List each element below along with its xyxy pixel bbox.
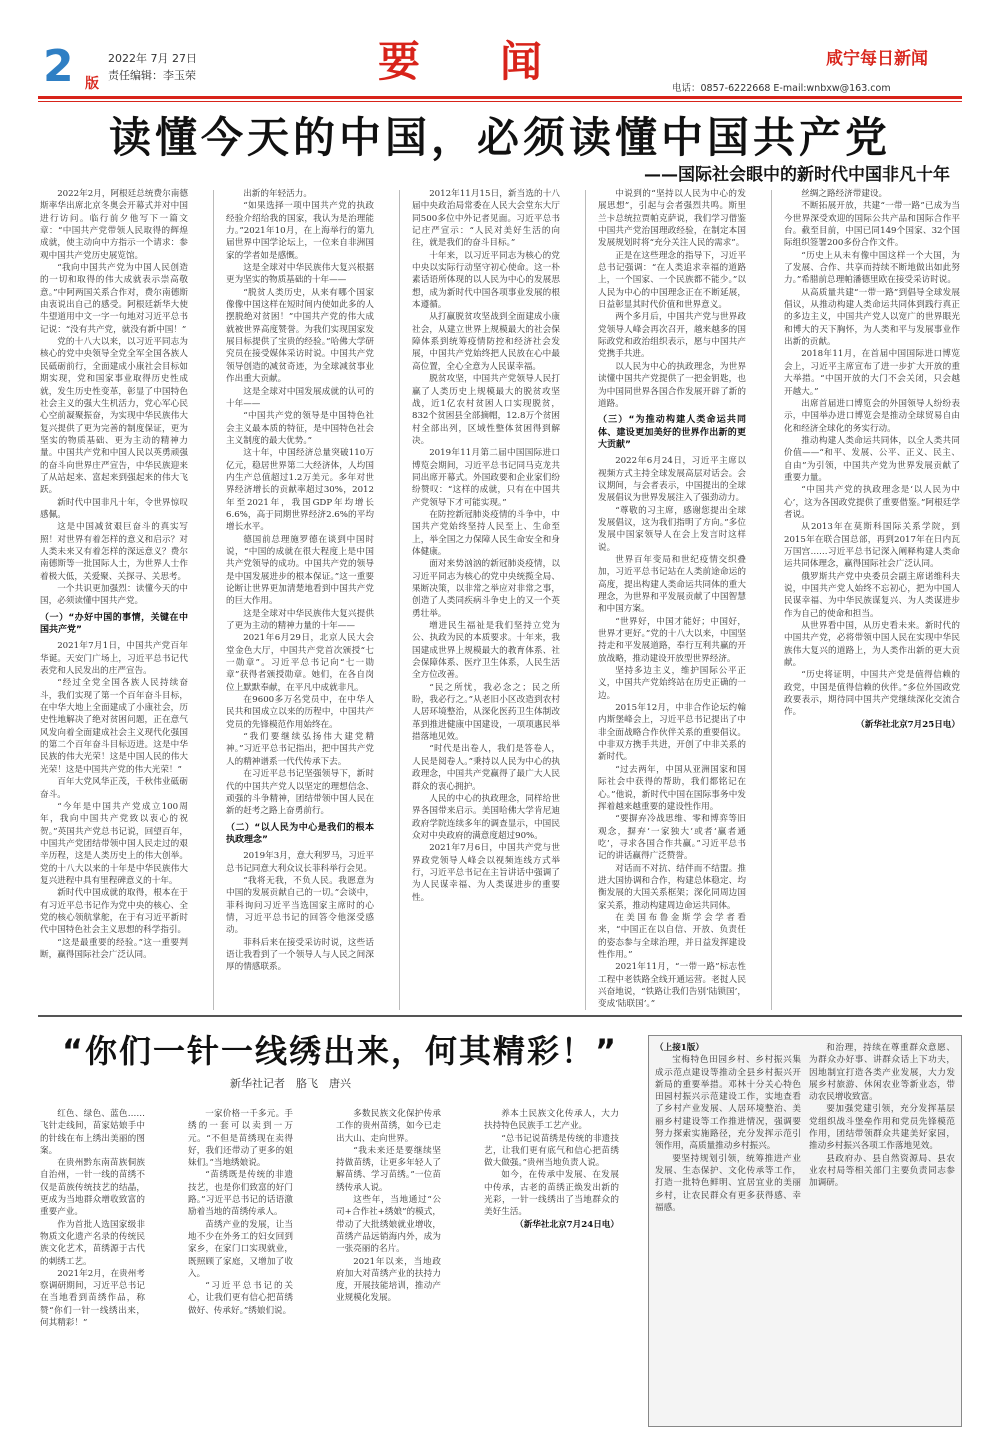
paragraph: “今年是中国共产党成立100周年，我向中国共产党致以衷心的祝贺。”英国共产党总书记说，回望百年，中国共产党团结带领中国人民走过的艰辛历程，这是人类历史上的伟大创举。党的十八大以来的十年是中华民族伟大复兴进程中具有里程碑意义的十年。 <box>40 801 188 886</box>
bottom-column-4 <box>484 1108 619 1428</box>
paragraph: “世界好，中国才能好；中国好，世界才更好。”党的十八大以来，中国坚持走和平发展道路，奉行互利共赢的开放战略，推动建设开放型世界经济。 <box>598 616 746 664</box>
paragraph: 新时代中国成就的取得，根本在于有习近平总书记作为党中央的核心、全党的核心领航掌舵，在于有习近平新时代中国特色社会主义思想的科学指引。 <box>40 888 188 936</box>
bottom-column-3 <box>336 1108 441 1428</box>
paragraph: 要坚持规划引领，统筹推进产业发展、生态保护、文化传承等工作，打造一批特色鲜明、宜居宜业的美丽乡村，让农民群众有更多获得感、幸福感。 <box>655 1153 801 1213</box>
paragraph: 十年来，以习近平同志为核心的党中央以实际行动坚守初心使命。这一朴素话语所体现的以人民为中心的发展思想，成为新时代中国各项事业发展的根本遵循。 <box>412 250 560 311</box>
paragraph: 德国前总理施罗德在谈到中国时说，“中国的成就在很大程度上是中国共产党领导的成功。中国共产党的领导是中国发展进步的根本保证。”这一重要论断让世界更加清楚地看到中国共产党的巨大作用。 <box>226 534 374 607</box>
paragraph: “习近平总书记的关心，让我们更有信心把苗绣做好、传承好。”绣娘们说。 <box>188 1281 293 1316</box>
column-divider <box>399 190 400 1010</box>
paragraph: “历史将证明，中国共产党是值得信赖的政党，中国是值得信赖的伙伴。”多位外国政党政要表示，期待同中国共产党继续深化交流合作。 <box>784 670 960 718</box>
paragraph: “我们要继续弘扬伟大建党精神。”习近平总书记指出，把中国共产党人的精神谱系一代代传承下去。 <box>226 732 374 767</box>
paragraph: 2021年以来，当地政府加大对苗绣产业的扶持力度，开展技能培训，推动产业规模化发展。 <box>336 1256 441 1304</box>
paragraph: 2021年11月，“一带一路”标志性工程中老铁路全线开通运营。老挝人民兴奋地说，“铁路让我们告别‘陆锁国’，变成‘陆联国’。” <box>598 962 746 1010</box>
paragraph: 两个多月后，中国共产党与世界政党领导人峰会再次召开，越来越多的国际政党和政治组织表示，愿与中国共产党携手共进。 <box>598 312 746 360</box>
column-divider <box>585 190 586 1010</box>
paragraph: “这是最重要的经验。”这一重要判断，赢得国际社会广泛认同。 <box>40 937 188 960</box>
paragraph: 俄罗斯共产党中央委员会副主席诺维科夫说，中国共产党人始终不忘初心，把为中国人民谋幸福、为中华民族谋复兴、为人类谋进步作为自己的使命和担当。 <box>784 571 960 619</box>
article-column-5 <box>784 188 960 1010</box>
paragraph: 菲科后来在接受采访时说，这些话语让我看到了一个领导人与人民之间深厚的情感联系。 <box>226 937 374 973</box>
issue-date: 2022年 7月 27日 <box>108 52 197 65</box>
paragraph: 2012年11月15日，新当选的十八届中央政治局常委在人民大会堂东大厅同500多位中外记者见面。习近平总书记庄严宣示：“人民对美好生活的向往，就是我们的奋斗目标。” <box>412 189 560 249</box>
paragraph: “民之所忧，我必念之；民之所盼，我必行之。”从老旧小区改造到农村人居环境整治，从深化医药卫生体制改革到推进健康中国建设，一项项惠民举措落地见效。 <box>412 682 560 743</box>
paragraph: “苗绣既是传统的非遗技艺，也是你们致富的好门路。”习近平总书记的话语激励着当地的苗绣传承人。 <box>188 1170 293 1218</box>
paragraph: 中说到的“坚持以人民为中心的发展思想”，引起与会者强烈共鸣。斯里兰卡总统拉贾帕克萨说，我们学习借鉴中国共产党治国理政经验，在制定本国发展规划时将“充分关注人民的需求”。 <box>598 189 746 249</box>
paragraph: 出新的年轻活力。 <box>243 189 312 199</box>
paragraph: 不断拓展开放，共建“一带一路”已成为当今世界深受欢迎的国际公共产品和国际合作平台。截至目前，中国已同149个国家、32个国际组织签署200多份合作文件。 <box>784 201 960 249</box>
section-divider <box>38 1015 962 1017</box>
paragraph: 这是中国减贫艰巨奋斗的真实写照！对世界有着怎样的意义和启示？对人类未来又有着怎样的深远意义？费尔南德斯等一批国际人士，为世界人士作着极大低，关爱聚、关探寻、关思考。 <box>40 522 188 582</box>
paragraph: 脱贫攻坚，中国共产党领导人民打赢了人类历史上规模最大的脱贫攻坚战，近1亿农村贫困人口实现脱贫，832个贫困县全部摘帽，12.8万个贫困村全部出列，区域性整体贫困得到解决。 <box>412 374 560 446</box>
paragraph: “如果选择一项中国共产党的执政经验介绍给我的国家，我认为是治理能力。”2021年10月，在上海举行的第九届世界中国学论坛上，一位来自非洲国家的学者如是感慨。 <box>226 201 374 261</box>
paragraph: 2021年6月29日，北京人民大会堂金色大厅，中国共产党首次颁授“七一勋章”。习近平总书记向“七一勋章”获得者颁授勋章。她们，在各自岗位上默默奉献，在平凡中成就非凡。 <box>226 633 374 693</box>
continued-story-box <box>648 1035 962 1427</box>
paragraph: 对话而不对抗、结伴而不结盟。推进大国协调和合作，构建总体稳定、均衡发展的大国关系框架；深化同周边国家关系，推动构建周边命运共同体。 <box>598 863 746 911</box>
paragraph: 红色、绿色、蓝色……飞针走线间，苗家姑娘手中的针线在布上绣出美丽的图案。 <box>40 1109 145 1156</box>
paragraph: 以人民为中心的执政理念，为世界读懂中国共产党提供了一把金钥匙，也为中国同世界各国合作发展开辟了新的道路。 <box>598 361 746 409</box>
paragraph: 在贵州黔东南苗族侗族自治州，一针一线的苗绣不仅是苗族传统技艺的结晶，更成为当地群众增收致富的重要产业。 <box>40 1158 145 1218</box>
paragraph: 从世界看中国，从历史看未来。新时代的中国共产党，必将带领中国人民在实现中华民族伟大复兴的道路上，为人类作出新的更大贡献。 <box>784 621 960 669</box>
bottom-column-2 <box>188 1108 293 1428</box>
sidebox-column-2 <box>809 1042 955 1417</box>
paragraph: “我未来还是要继续坚持做苗绣，让更多年轻人了解苗绣、学习苗绣。”一位苗绣传承人说。 <box>336 1145 441 1193</box>
paragraph: 要加强党建引领，充分发挥基层党组织战斗堡垒作用和党员先锋模范作用，团结带领群众共建美好家园，推动乡村振兴各项工作落地见效。 <box>809 1104 955 1152</box>
section-subheading: （二）“以人民为中心是我们的根本执政理念” <box>226 822 374 845</box>
paragraph: 从高质量共建“一带一路”到倡导全球发展倡议，从推动构建人类命运共同体到践行真正的多边主义，中国共产党人以宽广的世界眼光和博大的天下胸怀，为人类和平与发展事业作出新的贡献。 <box>784 287 960 348</box>
paragraph: 世界百年变局和世纪疫情交织叠加，习近平总书记站在人类前途命运的高度，提出构建人类命运共同体的重大理念，为世界和平发展贡献了中国智慧和中国方案。 <box>598 554 746 615</box>
paragraph: “我将无我，不负人民。我愿意为中国的发展贡献自己的一切。”会谈中，菲科询问习近平当选国家主席时的心情，习近平总书记的回答令他深受感动。 <box>226 875 374 936</box>
paragraph: 如今，在传承中发展、在发展中传承，古老的苗绣正焕发出新的光彩，一针一线绣出了当地群众的美好生活。 <box>484 1170 619 1218</box>
paragraph: 新时代中国非凡十年，令世界惊叹感佩。 <box>40 497 188 520</box>
paragraph: 2015年12月，中非合作论坛约翰内斯堡峰会上，习近平总书记提出了中非全面战略合作伙伴关系的重要倡议。中非双方携手共进，开创了中非关系的新时代。 <box>598 703 746 763</box>
paragraph: 2021年7月1日，中国共产党百年华诞。天安门广场上，习近平总书记代表党和人民发出的庄严宣告。 <box>40 641 188 677</box>
bottom-column-1 <box>40 1108 145 1428</box>
section-subheading: （三）“为推动构建人类命运共同体、建设更加美好的世界作出新的更大贡献” <box>598 415 746 450</box>
paragraph: “我向中国共产党为中国人民创造的一切和取得的伟大成就表示崇高敬意。”中阿两国关系合作对，费尔南德斯由衷说出自己的感受。阿根廷新华大使牛望道用中文一字一句地对习近平总书记说：“没有共产党，就没有新中国！” <box>40 263 188 335</box>
paragraph: 2019年3月，意大利罗马，习近平总书记同意大利众议长菲科举行会见。 <box>226 851 374 874</box>
paragraph: 养本土民族文化传承人，大力扶持特色民族手工艺产业。 <box>484 1109 619 1132</box>
paragraph: 这是全球对中华民族伟大复兴根据更为坚实的物质基础的十年—— <box>226 263 374 286</box>
article-column-1 <box>40 188 188 1010</box>
paragraph: 从打赢脱贫攻坚战到全面建成小康社会，从建立世界上规模最大的社会保障体系到统筹疫情防控和经济社会发展，中国共产党始终把人民放在心中最高位置，全心全意为人民谋幸福。 <box>412 312 560 372</box>
paragraph: “中国共产党的执政理念是‘以人民为中心’，这为各国政党提供了重要借鉴。”阿根廷学者说。 <box>784 485 960 520</box>
paragraph: 这十年，中国经济总量突破110万亿元，稳居世界第二大经济体，人均国内生产总值超过1.2万美元。多年对世界经济增长的贡献率超过30%，2012年至2021年，我国GDP年均增长6.6%，高于同期世界经济2.6%的平均增长水平。 <box>226 448 374 533</box>
paragraph: “脱贫人类历史，从来有哪个国家像像中国这样在短时间内使如此多的人摆脱绝对贫困！”中国共产党的伟大成就被世界高度赞誉。为我们实现国家发展目标提供了宝贵的经验。”哈佛大学研究员在接受媒体采访时说。中国共产党领导创造的减贫奇迹，为全球减贫事业作出重大贡献。 <box>226 287 374 385</box>
source-credit: （新华社北京7月25日电） <box>856 719 960 730</box>
main-headline: 读懂今天的中国，必须读懂中国共产党 <box>108 113 891 162</box>
main-subhead: ——国际社会眼中的新时代中国非凡十年 <box>644 165 950 185</box>
paragraph: 这是全球对中国发展成就的认可的十年—— <box>226 386 374 409</box>
paragraph: 2018年11月，在首届中国国际进口博览会上，习近平主席宣布了进一步扩大开放的重大举措。“中国开放的大门不会关闭，只会越开越大。” <box>784 349 960 397</box>
paragraph: 作为首批人选国家级非物质文化遗产名录的传统民族文化艺术，苗绣源于古代的刺绣工艺。 <box>40 1219 145 1267</box>
paragraph: 人民的中心的执政理念，同样给世界各国带来启示。美国哈佛大学肯尼迪政府学院连续多年的调查显示，中国民众对中央政府的满意度超过90%。 <box>412 793 560 841</box>
issue-info <box>108 50 197 84</box>
paragraph: 宝梅特色田园乡村、乡村振兴集成示范点建设等推动全县乡村振兴开新局的重要举措。邓林十分关心特色田园村振兴示范建设工作，实地查看了乡村产业发展、人居环境整治、美丽乡村建设等工作推进情况，强调要努力探索实施路径，充分发挥示范引领作用，高质量推动乡村振兴。 <box>655 1055 801 1152</box>
paragraph: 在美国布鲁金斯学会学者看来，“中国正在以自信、开放、负责任的姿态参与全球治理，并日益发挥建设性作用。” <box>598 912 746 960</box>
page-number: 2 <box>43 41 74 92</box>
paragraph: 2022年2月，阿根廷总统费尔南德斯率华出席北京冬奥会开幕式并对中国进行访问。临行前夕他写下一篇文章：“中国共产党带领人民取得的辉煌成就，使主动向中方指示一个请求：参观中国共产党历史展览馆。 <box>40 189 188 261</box>
paragraph: 和治理，持续在尊重群众意愿、为群众办好事、讲群众话上下功夫，因地制宜打造各类产业发展，大力发展乡村旅游、休闲农业等新业态，带动农民增收致富。 <box>809 1043 955 1103</box>
paragraph: “过去两年，中国从亚洲国家和国际社会中获得的帮助，我们都铭记在心。”他说，新时代中国在国际事务中发挥着越来越重要的建设性作用。 <box>598 764 746 812</box>
column-divider <box>771 190 772 1010</box>
paragraph: “时代是出卷人，我们是答卷人，人民是阅卷人。”秉持以人民为中心的执政理念，中国共产党赢得了最广大人民群众的衷心拥护。 <box>412 744 560 792</box>
paragraph: 正是在这些理念的指导下，习近平总书记强调：“在人类追求幸福的道路上，一个国家、一个民族都不能少。”以人民为中心的中国理念正在不断延展，日益彰显其时代价值和世界意义。 <box>598 250 746 311</box>
paragraph: 在9600多万名党员中，在中华人民共和国成立以来的历程中，中国共产党员的先锋模范作用始终在。 <box>226 695 374 730</box>
section-title: 要闻 <box>377 37 622 86</box>
paragraph: 2021年7月6日，中国共产党与世界政党领导人峰会以视频连线方式举行，习近平总书记在主旨讲话中强调了为人民谋幸福、为人类谋进步的重要性。 <box>412 843 560 903</box>
paragraph: “历史上从未有像中国这样一个大国，为了发展、合作、共享而持续不断地做出如此努力。”希腊前总理帕潘德里欧在接受采访时说。 <box>784 250 960 286</box>
paragraph: “总书记说苗绣是传统的非遗技艺，让我们更有底气和信心把苗绣做大做强。”贵州当地负责人说。 <box>484 1133 619 1169</box>
section-subheading: （一）“办好中国的事情，关键在中国共产党” <box>40 612 188 636</box>
paragraph: （上接1版） <box>655 1043 704 1053</box>
paragraph: 2022年6月24日，习近平主席以视频方式主持全球发展高层对话会。会议期间，与会者表示，中国提出的全球发展倡议为世界发展注入了强劲动力。 <box>598 456 746 504</box>
paragraph: “中国共产党的领导是中国特色社会主义最本质的特征，是中国特色社会主义制度的最大优势。” <box>226 411 374 446</box>
paragraph: 在习近平总书记坚强领导下，新时代的中国共产党人以坚定的理想信念、顽强的斗争精神，团结带领中国人民在新的赶考之路上奋勇前行。 <box>226 769 374 817</box>
paragraph: “经过全党全国各族人民持续奋斗，我们实现了第一个百年奋斗目标，在中华大地上全面建成了小康社会，历史性地解决了绝对贫困问题，正在意气风发向着全面建成社会主义现代化强国的第二个百年奋斗目标迈进。这是中华民族的伟大光荣！这是中国人民的伟大光荣！这是中国共产党的伟大光荣！” <box>40 678 188 775</box>
paragraph: 2021年2月，在贵州考察调研期间，习近平总书记在当地看到苗绣作品，称赞“你们一针一线绣出来，何其精彩！” <box>40 1268 145 1329</box>
page-label: 版 <box>85 76 99 92</box>
paragraph: 百年大党风华正茂，千秋伟业砥砺奋斗。 <box>40 777 188 800</box>
paragraph: “尊敬的习主席，感谢您提出全球发展倡议，这为我们指明了方向。”多位发展中国家领导人在会上发言时这样说。 <box>598 505 746 553</box>
paper-name: 咸宁每日新闻 <box>826 49 928 69</box>
paragraph: 出席首届进口博览会的外国领导人纷纷表示，中国举办进口博览会是推动全球贸易自由化和经济全球化的务实行动。 <box>784 398 960 434</box>
paragraph: 丝绸之路经济带建设。 <box>801 189 888 199</box>
masthead-rule <box>38 96 962 99</box>
paragraph: “要摒弃冷战思维、零和博弈等旧观念，摒弃‘一家独大’或者‘赢者通吃’，寻求各国合作共赢。”习近平总书记的讲话赢得广泛赞誉。 <box>598 814 746 862</box>
paragraph: 推动构建人类命运共同体，以全人类共同价值——“和平、发展、公平、正义、民主、自由”为引领，中国共产党为世界发展贡献了重要力量。 <box>784 435 960 483</box>
paragraph: 这是全球对中华民族伟大复兴提供了更为主动的精神力量的十年—— <box>226 608 374 632</box>
article-column-3 <box>412 188 560 1010</box>
bottom-headline: “你们一针一线绣出来，何其精彩！” <box>61 1032 619 1070</box>
paragraph: 这些年，当地通过“公司+合作社+绣娘”的模式，带动了大批绣娘就业增收，苗绣产品远销海内外，成为一张亮丽的名片。 <box>336 1195 441 1255</box>
paragraph: 2019年11月第二届中国国际进口博览会期间，习近平总书记同马克龙共同出席开幕式。外国政要和企业家们纷纷赞叹：“这样的成就，只有在中国共产党领导下才可能实现。” <box>412 448 560 508</box>
paragraph: 从2013年在莫斯科国际关系学院，到2015年在联合国总部，再到2017年在日内瓦万国宫……习近平总书记深入阐释构建人类命运共同体理念，赢得国际社会广泛认同。 <box>784 522 960 570</box>
paragraph: 坚持多边主义，维护国际公平正义，中国共产党始终站在历史正确的一边。 <box>598 666 746 701</box>
paragraph: 增进民生福祉是我们坚持立党为公、执政为民的本质要求。十年来，我国建成世界上规模最大的教育体系、社会保障体系、医疗卫生体系，人民生活全方位改善。 <box>412 621 560 681</box>
column-divider <box>213 190 214 1010</box>
article-column-2 <box>226 188 374 1010</box>
paragraph: 面对来势汹汹的新冠肺炎疫情，以习近平同志为核心的党中央统揽全局、果断决策，以非常之举应对非常之事，创造了人类同疾病斗争史上的又一个英勇壮举。 <box>412 559 560 619</box>
article-column-4 <box>598 188 746 1010</box>
paragraph: 苗绣产业的发展，让当地不少在外务工的妇女回到家乡，在家门口实现就业，既照顾了家庭，又增加了收入。 <box>188 1219 293 1279</box>
paragraph: 一个共识更加强烈：读懂今天的中国，必须读懂中国共产党。 <box>40 584 188 607</box>
paragraph: 多数民族文化保护传承工作的贵州苗绣，如今已走出大山、走向世界。 <box>336 1109 441 1144</box>
bottom-byline: 新华社记者 胳飞 唐兴 <box>230 1077 351 1090</box>
source-credit: （新华社北京7月24日电） <box>515 1219 619 1230</box>
sidebox-column-1 <box>655 1042 801 1417</box>
editor-credit: 责任编辑：李玉荣 <box>108 69 196 82</box>
paragraph: 一家价格一千多元。手绣的一套可以卖到一万元。“不但是苗绣现在卖得好，我们还带动了更多的姐妹们。”当地绣娘说。 <box>188 1109 293 1169</box>
paragraph: 在防控新冠肺炎疫情的斗争中，中国共产党始终坚持人民至上、生命至上，举全国之力保障人民生命安全和身体健康。 <box>412 509 560 557</box>
paragraph: 县政府办、县自然资源局、县农业农村局等相关部门主要负责同志参加调研。 <box>809 1153 955 1189</box>
paragraph: 党的十八大以来，以习近平同志为核心的党中央领导全党全军全国各族人民砥砺前行，全面建成小康社会目标如期实现，党和国家事业取得历史性成就，发生历史性变革，彰显了中国特色社会主义的强大生机活力，党心军心民心空前凝聚振奋，为实现中华民族伟大复兴提供了更为完善的制度保证，更为坚实的物质基础、更为主动的精神力量。中国共产党和中国人民以英勇顽强的奋斗向世界庄严宣告，中华民族迎来了从站起来、富起来到强起来的伟大飞跃。 <box>40 337 188 496</box>
contact-info: 电话：0857-6222668 E-mail:wnbxw@163.com <box>672 83 891 94</box>
masthead-rule-thin <box>38 101 962 102</box>
